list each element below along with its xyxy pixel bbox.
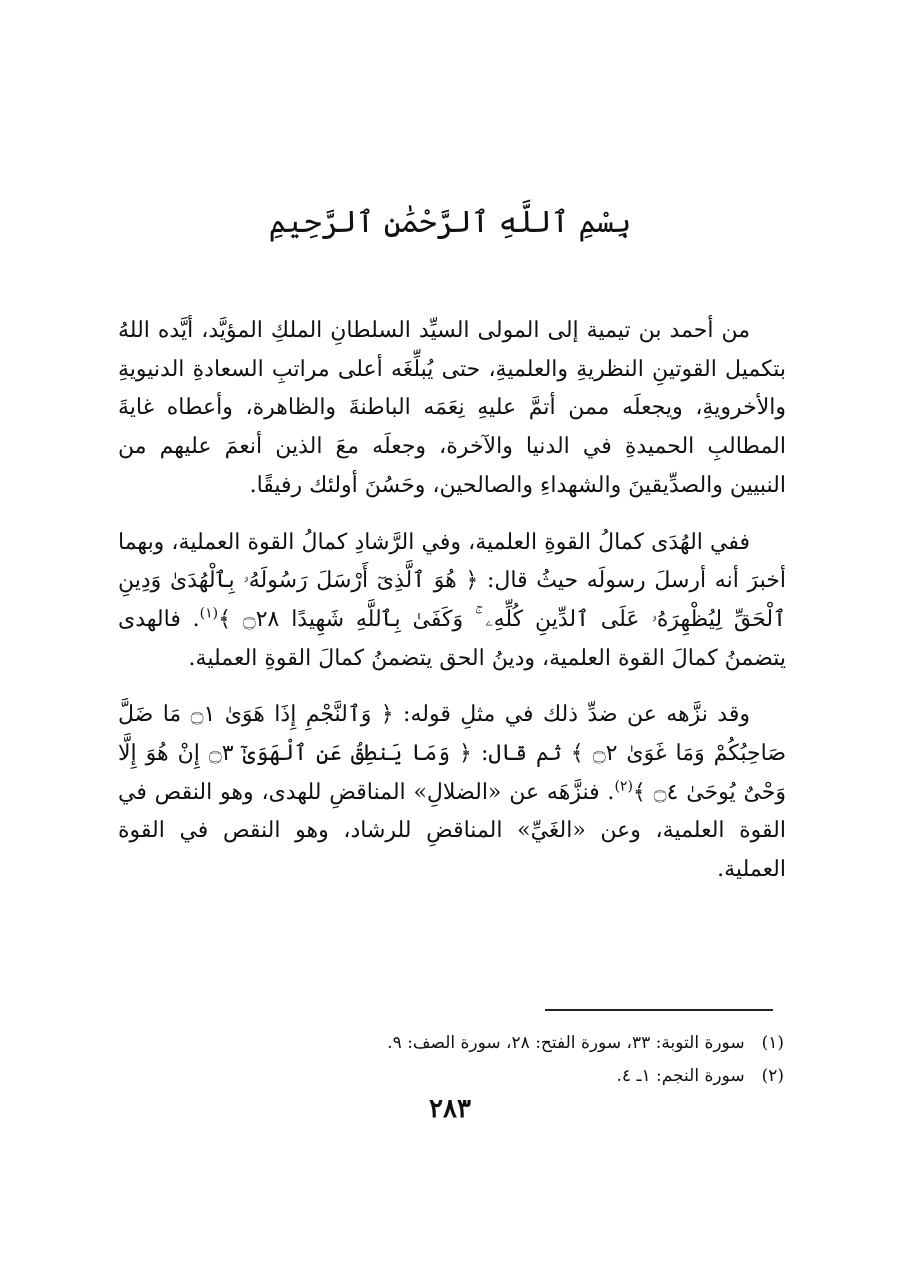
paragraph-text-after: . فالهدى يتضمنُ كمالَ القوة العلمية، ودينُ الحق يتضمنُ كمالَ القوةِ العملية.	[118, 606, 786, 671]
footnote-text: سورة النجم: ١ـ ٤.	[616, 1066, 745, 1086]
paragraph-text-before: ففي الهُدَى كمالُ القوةِ العلمية، وفي الرَّشادِ كمالُ القوة العملية، وبهما أخبرَ أنه أرسلَ رسولَه حيثُ قال: ﴿ هُوَ ٱلَّذِىٓ أَرْسَلَ رَسُولَهُۥ بِٱلْهُدَىٰ وَدِينِ ٱلْحَقِّ لِيُظْهِرَهُۥ عَلَى ٱلدِّينِ كُلِّهِۦ ۚ وَكَفَىٰ بِٱللَّهِ شَهِيدًا ۝٢٨ ﴾	[118, 529, 786, 632]
footnote-text: سورة التوبة: ٣٣، سورة الفتح: ٢٨، سورة الصف: ٩.	[387, 1033, 745, 1053]
basmala-heading: بِسْمِ ٱللَّهِ ٱلرَّحْمَٰنِ ٱلرَّحِيمِ	[268, 205, 632, 240]
footnote-item	[118, 1060, 784, 1093]
paragraph-text-before: وقد نزَّهه عن ضدِّ ذلك في مثلِ قوله: ﴿ وَٱلنَّجْمِ إِذَا هَوَىٰ ۝١ مَا ضَلَّ صَاحِبُكُمْ وَمَا غَوَىٰ ۝٢ ﴾ ثم قال: ﴿ وَمَا يَنطِقُ عَنِ ٱلْهَوَىٰٓ ۝٣ إِنْ هُوَ إِلَّا وَحْىٌ يُوحَىٰ ۝٤ ﴾	[118, 702, 787, 805]
footnote-separator	[545, 1009, 773, 1011]
paragraph-guidance	[118, 524, 786, 679]
body-text	[118, 312, 786, 890]
paragraph-text-after: . فنزَّهَه عن «الضلالِ» المناقضِ للهدى، وهو النقص في القوة العلمية، وعن «الغَيِّ» المناقضِ للرشاد، وهو النقص في القوة العملية.	[118, 779, 786, 883]
footnote-reference-1[interactable]: (١)	[199, 605, 219, 622]
paragraph-purity	[118, 696, 786, 890]
footnote-number: (١)	[761, 1033, 784, 1053]
footnotes	[118, 1027, 784, 1093]
paragraph-greeting	[118, 312, 786, 506]
footnote-number: (٢)	[761, 1066, 784, 1086]
paragraph-text: من أحمد بن تيمية إلى المولى السيِّد السلطانِ الملكِ المؤيَّد، أيَّده اللهُ بتكميل القوتينِ النظريةِ والعلميةِ، حتى يُبلِّغَه أعلى مراتبِ السعادةِ الدنيويةِ والأخرويةِ، ويجعلَه ممن أتمَّ عليهِ نِعَمَه الباطنةَ والظاهرة، وأعطاه غايةَ المطالبِ الحميدةِ في الدنيا والآخرة، وجعلَه معَ الذين أنعمَ عليهم من النبيين والصدِّيقينَ والشهداءِ والصالحين، وحَسُنَ أولئك رفيقًا.	[118, 318, 786, 498]
page-number: ٢٨٣	[429, 1094, 471, 1124]
footnote-item	[118, 1027, 784, 1060]
footnote-reference-2[interactable]: (٢)	[614, 778, 633, 795]
